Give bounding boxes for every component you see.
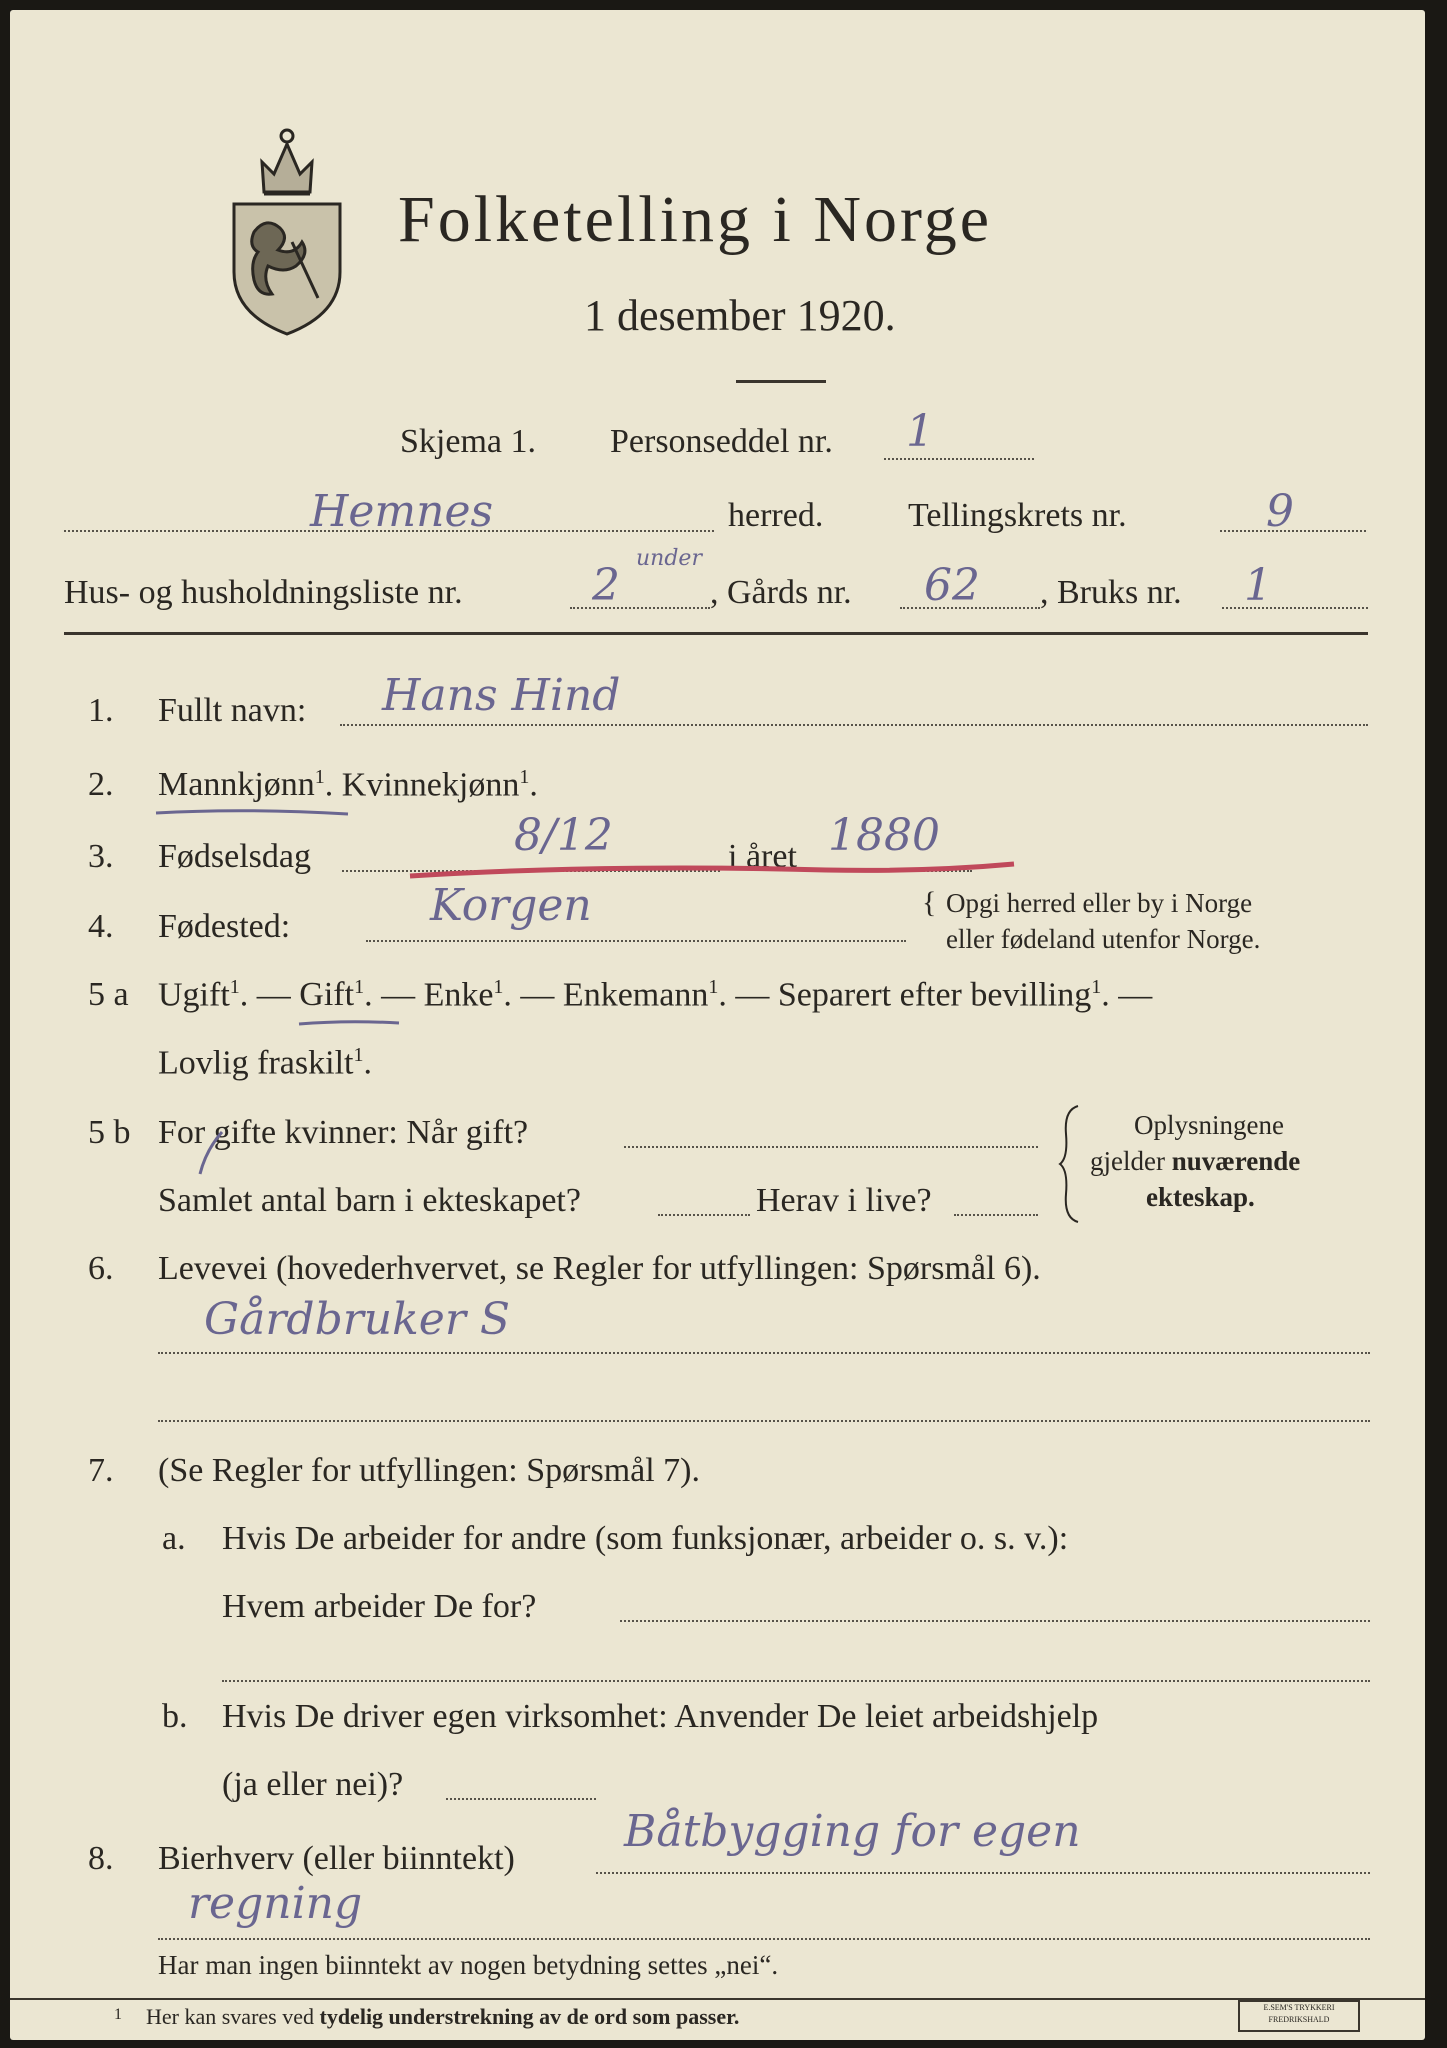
footnote-number: 1	[114, 2006, 122, 2023]
census-date: 1 desember 1920.	[584, 291, 896, 340]
q5b-naar-line	[624, 1146, 1038, 1148]
herred-value[interactable]: Hemnes	[310, 486, 494, 537]
q1-number: 1.	[88, 692, 114, 729]
printer-stamp: E.SEM'S TRYKKERI FREDRIKSHALD	[1238, 2000, 1360, 2032]
q3-number: 3.	[88, 838, 114, 875]
side-income-value1[interactable]: Båtbygging for egen	[624, 1806, 1081, 1857]
q6-number: 6.	[88, 1250, 114, 1287]
q5b-naar-label: For gifte kvinner: Når gift?	[158, 1114, 529, 1151]
lovlig-option[interactable]: Lovlig fraskilt$^1$.	[158, 1044, 372, 1082]
q6-label: Levevei (hovederhvervet, se Regler for utfyllingen: Spørsmål 6).	[158, 1250, 1041, 1287]
skjema-label: Skjema 1.	[400, 423, 536, 460]
gards-value[interactable]: 62	[924, 560, 980, 611]
hus-note: under	[636, 546, 702, 571]
q6-line1	[158, 1352, 1370, 1354]
form-title: Folketelling i Norge	[398, 183, 993, 256]
side-income-value2[interactable]: regning	[188, 1878, 363, 1929]
tellingskrets-value[interactable]: 9	[1266, 486, 1294, 537]
q4-brace: {	[922, 886, 937, 919]
q8-number: 8.	[88, 1840, 114, 1877]
q6-line2	[158, 1420, 1370, 1422]
gift-option[interactable]: Gift	[299, 976, 354, 1013]
q7a-letter: a.	[162, 1520, 186, 1557]
q5b-samlet-label: Samlet antal barn i ekteskapet?	[158, 1182, 581, 1219]
aaret-label: i året	[728, 838, 797, 875]
separert-option[interactable]: Separert efter bevilling	[777, 976, 1092, 1014]
q2-number: 2.	[88, 766, 114, 803]
q5b-note-line1: Oplysningene	[1134, 1110, 1284, 1140]
kvinne-option[interactable]: Kvinnekjønn	[341, 766, 520, 804]
q5b-note-line2: gjelder nuværende	[1090, 1146, 1301, 1176]
q7-number: 7.	[88, 1452, 114, 1489]
personseddel-label: Personseddel nr.	[610, 423, 833, 460]
q3-label: Fødselsdag	[158, 838, 311, 875]
q7a-hvem-label: Hvem arbeider De for?	[222, 1588, 537, 1625]
q5b-pencil-mark	[196, 1128, 226, 1178]
personseddel-value[interactable]: 1	[906, 406, 934, 457]
tellingskrets-label: Tellingskrets nr.	[908, 497, 1127, 534]
mann-option[interactable]: Mannkjønn	[158, 766, 315, 803]
birthdate-value[interactable]: 8/12	[514, 810, 613, 861]
q1-label: Fullt navn:	[158, 692, 307, 729]
enkemann-option[interactable]: Enkemann	[562, 976, 709, 1014]
footer-divider	[10, 1998, 1425, 2000]
ugift-option[interactable]: Ugift	[158, 976, 230, 1014]
q8-line1	[596, 1872, 1370, 1874]
footer-note: Har man ingen biinntekt av nogen betydning settes „nei“.	[158, 1950, 779, 1980]
hus-value[interactable]: 2	[592, 560, 620, 611]
bruks-label: , Bruks nr.	[1040, 574, 1182, 611]
q7a-hvem-line	[620, 1620, 1370, 1622]
q7b-ja-line	[446, 1798, 596, 1800]
q5b-brace	[1058, 1104, 1082, 1224]
q4-note-line1: Opgi herred eller by i Norge	[946, 888, 1253, 918]
section-divider	[64, 632, 1368, 635]
enke-option[interactable]: Enke	[423, 976, 494, 1014]
q7b-text: Hvis De driver egen virksomhet: Anvender De leiet arbeidshjelp	[222, 1698, 1099, 1735]
bruks-value[interactable]: 1	[1244, 560, 1272, 611]
q7b-ja-label: (ja eller nei)?	[222, 1766, 404, 1803]
q5b-herav-label: Herav i live?	[756, 1182, 932, 1219]
hus-label: Hus- og husholdningsliste nr.	[64, 574, 463, 611]
q7-label: (Se Regler for utfyllingen: Spørsmål 7).	[158, 1452, 701, 1489]
gards-label: , Gårds nr.	[710, 574, 852, 611]
gift-underline	[297, 1018, 401, 1028]
hus-line	[570, 607, 710, 609]
q1-line	[340, 724, 1368, 726]
coat-of-arms-icon	[222, 122, 352, 342]
herred-label: herred.	[728, 497, 824, 534]
census-form	[10, 10, 1425, 2040]
q4-number: 4.	[88, 908, 114, 945]
livelihood-value[interactable]: Gårdbruker S	[204, 1294, 510, 1345]
q7a-text: Hvis De arbeider for andre (som funksjonær, arbeider o. s. v.):	[222, 1520, 1069, 1557]
footnote-text: Her kan svares ved tydelig understrekning av de ord som passer.	[146, 2004, 740, 2029]
birthyear-value[interactable]: 1880	[828, 810, 940, 861]
q1-value[interactable]: Hans Hind	[382, 670, 621, 721]
q7a-line2	[222, 1680, 1370, 1682]
title-divider	[736, 380, 826, 383]
q5b-herav-line	[954, 1214, 1038, 1216]
q7b-letter: b.	[162, 1698, 188, 1735]
q8-line2	[158, 1938, 1370, 1940]
personseddel-line	[884, 458, 1034, 460]
q5b-note-line3: ekteskap.	[1146, 1182, 1255, 1212]
mann-underline	[154, 808, 350, 818]
q4-note-line2: eller fødeland utenfor Norge.	[946, 924, 1261, 954]
q8-label: Bierhverv (eller biinntekt)	[158, 1840, 515, 1877]
birthplace-value[interactable]: Korgen	[430, 880, 592, 931]
q5a-number: 5 a	[88, 976, 129, 1013]
q4-label: Fødested:	[158, 908, 291, 945]
q5b-samlet-line	[658, 1214, 750, 1216]
q5b-number: 5 b	[88, 1114, 131, 1151]
q2-options: Mannkjønn $^1$. Kvinnekjønn$^1$.	[158, 766, 538, 804]
q5a-options: Ugift$^1$. — Gift $^1$. — Enke$^1$. — Enkemann$^1$. — Separert efter bevilling$^1$. —	[158, 976, 1152, 1014]
q4-line	[366, 940, 906, 942]
